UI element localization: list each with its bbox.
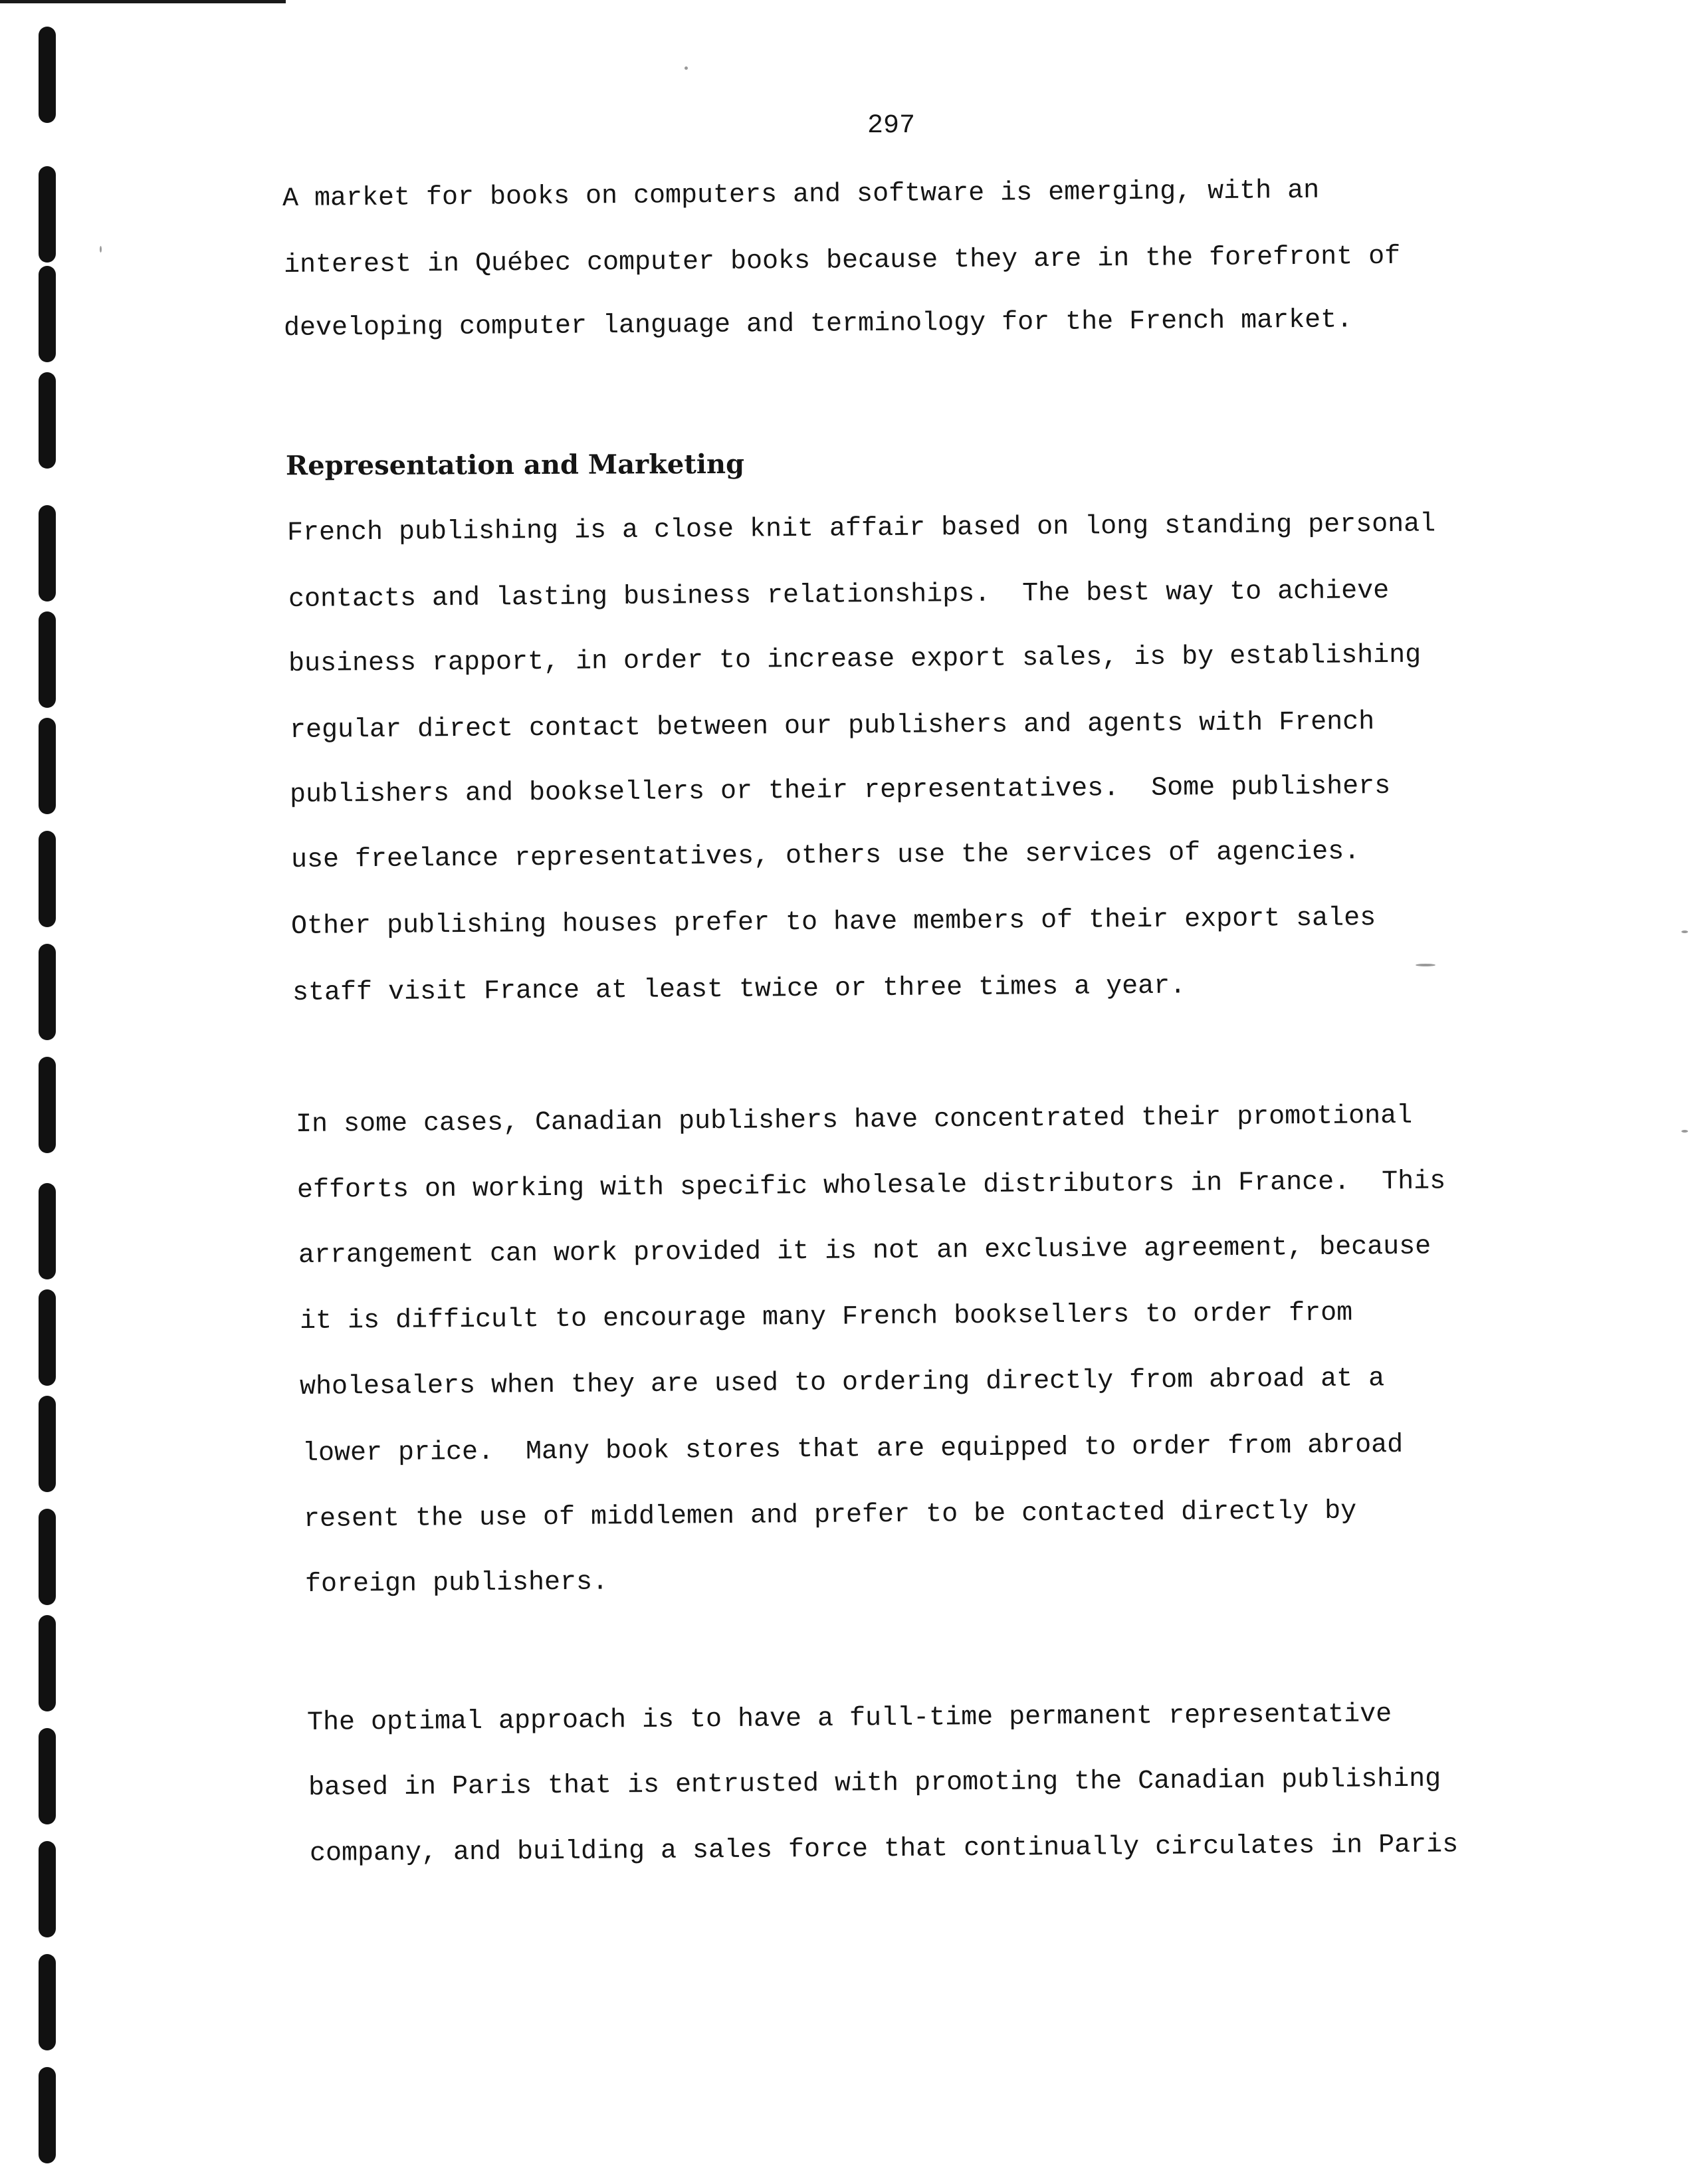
binding-hole [39,944,56,1040]
text-line: business rapport, in order to increase export sales, is by establishing [288,640,1422,679]
text-line: staff visit France at least twice or three times a year. [292,971,1186,1008]
text-line: it is difficult to encourage many French booksellers to order from [299,1298,1353,1337]
binding-hole [39,1728,56,1824]
text-line: The optimal approach is to have a full-time permanent representative [306,1699,1392,1738]
binding-hole [39,611,56,708]
binding-hole [39,266,56,362]
text-line: developing computer language and terminology for the French market. [283,305,1353,344]
text-line: wholesalers when they are used to ordering directly from abroad at a [299,1364,1385,1402]
text-line: based in Paris that is entrusted with promoting the Canadian publishing [308,1764,1441,1803]
binding-holes [39,0,65,2184]
scan-speck [1416,964,1435,966]
binding-hole [39,2067,56,2163]
text-line: Other publishing houses prefer to have members of their export sales [290,903,1376,942]
scan-speck [685,66,688,70]
text-line: efforts on working with specific wholesale distributors in France. This [296,1166,1446,1206]
binding-hole [39,718,56,814]
binding-hole [39,27,56,123]
text-line: A market for books on computers and software is emerging, with an [282,175,1320,214]
text-line: regular direct contact between our publishers and agents with French [289,707,1375,746]
binding-hole [39,1183,56,1279]
scan-speck [1681,1130,1688,1133]
text-line: company, and building a sales force that continually circulates in Paris [309,1830,1459,1869]
page-number: 297 [867,111,916,141]
binding-hole [39,831,56,927]
text-line: interest in Québec computer books because they are in the forefront of [283,241,1401,280]
binding-hole [39,1057,56,1153]
binding-hole [39,1289,56,1386]
text-line: lower price. Many book stores that are equipped to order from abroad [302,1430,1404,1469]
text-line: contacts and lasting business relationships. The best way to achieve [288,576,1390,615]
text-line: arrangement can work provided it is not an exclusive agreement, because [298,1232,1431,1271]
text-line: publishers and booksellers or their representatives. Some publishers [289,771,1391,810]
scan-speck [1681,930,1688,933]
binding-hole [39,1841,56,1937]
section-heading: Representation and Marketing [285,448,745,482]
binding-hole [39,1954,56,2050]
binding-hole [39,505,56,601]
binding-hole [39,1396,56,1492]
text-line: foreign publishers. [304,1567,609,1600]
binding-hole [39,1509,56,1605]
binding-hole [39,372,56,469]
text-line: French publishing is a close knit affair based on long standing personal [286,509,1436,548]
binding-hole [39,1615,56,1711]
scan-speck [100,246,102,253]
text-line: In some cases, Canadian publishers have concentrated their promotional [295,1101,1413,1140]
text-line: use freelance representatives, others use the services of agencies. [290,837,1360,875]
text-line: resent the use of middlemen and prefer to be contacted directly by [303,1496,1357,1535]
binding-hole [39,166,56,263]
